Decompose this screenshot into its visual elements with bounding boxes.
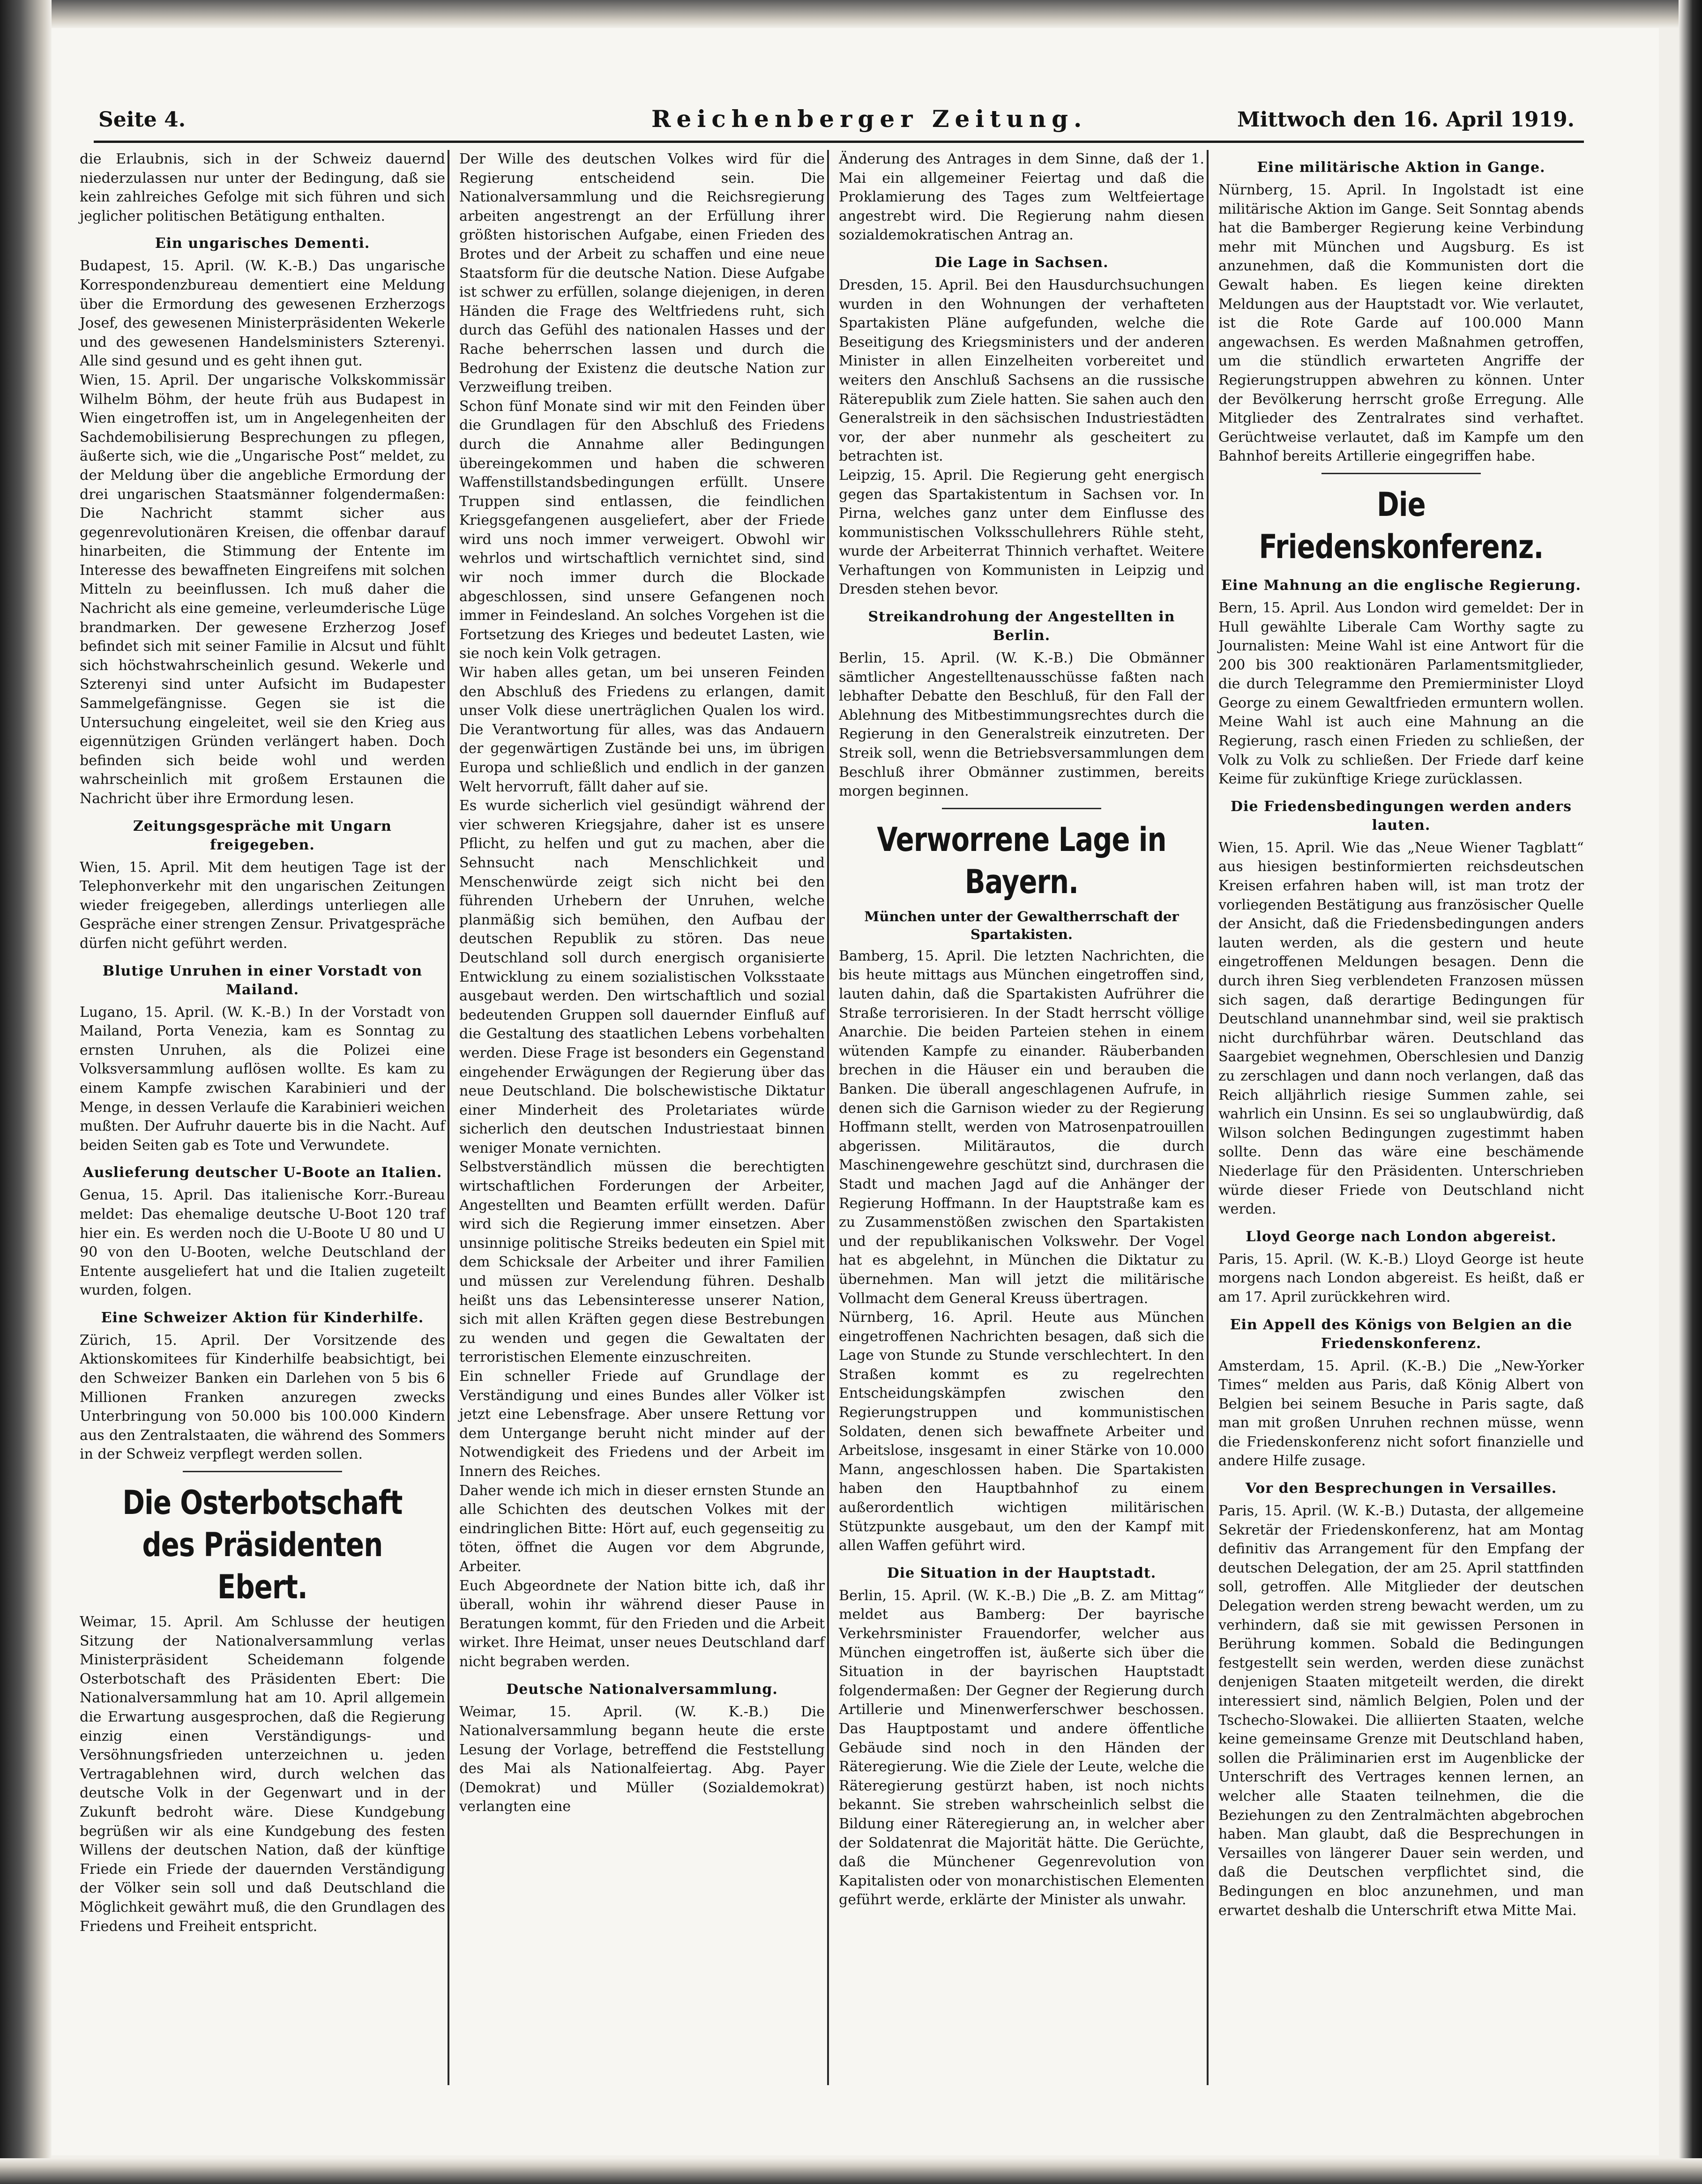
- article: [75, 234, 450, 371]
- article-heading: Deutsche Nationalversammlung.: [506, 1681, 778, 1698]
- article: [1214, 158, 1589, 466]
- column-1: [75, 150, 450, 2090]
- article-text: die Erlaubnis, sich in der Schweiz dauernd niederzulassen nur unter der Bedingung, daß sie kein zahlreiches Gefolge mit sich führen und sich jeglicher politischen Betätigung enthalten.: [80, 151, 445, 224]
- scan-left-shadow: [0, 0, 52, 2184]
- article: [455, 1482, 829, 1577]
- header-rule: [94, 141, 1584, 143]
- article: [1214, 1316, 1589, 1471]
- headline: Die Friedenskonferenz.: [1259, 485, 1544, 566]
- article: [455, 397, 829, 663]
- column-3: [834, 150, 1209, 2090]
- article: [834, 808, 1209, 1308]
- article-text: Leipzig, 15. April. Die Regierung geht energisch gegen das Spartakistentum in Sachsen vor. In Pirna, welches ganz unter dem Einflusse des kommunistischen Volksschullehrers Rühle steht, wurde der Arbeiterrat Thinnich verhaftet. Weitere Verhaftungen von Kommunisten in Leipzig und Dresden stehen bevor.: [839, 467, 1204, 598]
- article-heading: Eine Mahnung an die englische Regierung.: [1221, 577, 1581, 594]
- article-text: Paris, 15. April. (W. K.-B.) Dutasta, der allgemeine Sekretär der Friedenskonferenz, hat am Montag definitiv das Arrangement für den Empfang der deutschen Delegation, der am 25. April stattfinden soll, getroffen. Alle Mitglieder der deutschen Delegation werden streng bewacht werden, um zu verhindern, daß sie mit gewissen Personen in Berührung kommen. Sobald die Bedingungen festgestellt sein werden, werden diese zunächst denjenigen Staaten mitgeteilt werden, die direkt interessiert sind, nämlich Belgien, Polen und der Tschecho-Slowakei. Die alliierten Staaten, welche keine gemeinsame Grenze mit Deutschland haben, sollen die Präliminarien erst im Augenblicke der Unterschrift des Vertrages kennen lernen, an welcher alle Staaten teilnehmen, die die Beziehungen zu den Zentralmächten abgebrochen haben. Man glaubt, daß die Besprechungen in Versailles von längerer Dauer sein werden, und daß die Deutschen verpflichtet sind, die Bedingungen en bloc anzunehmen, und man erwartet deshalb die Unterschrift etwa Mitte Mai.: [1218, 1503, 1584, 1919]
- scan-top-edge: [0, 0, 1702, 28]
- headline: Die Osterbotschaft des Präsidenten Ebert.: [122, 1483, 403, 1607]
- column-4: [1214, 150, 1589, 2090]
- article: [834, 466, 1209, 599]
- article-text: Lugano, 15. April. (W. K.-B.) In der Vorstadt von Mailand, Porta Venezia, kam es Sonntag zu ernsten Unruhen, als die Polizei eine Volksversammlung auflösen wollte. Es kam zu einem Kampfe zwischen Karabinieri und der Menge, in dessen Verlaufe die Karabinieri weichen mußten. Der Aufruhr dauerte bis in die Nacht. Auf beiden Seiten gab es Tote und Verwundete.: [80, 1004, 445, 1154]
- article-heading: Blutige Unruhen in einer Vorstadt von Mailand.: [102, 962, 423, 998]
- article-text: Bern, 15. April. Aus London wird gemeldet: Der in Hull gewählte Liberale Cam Worthy sagte zu Journalisten: Meine Wahl ist eine Antwort für die 200 bis 300 reaktionären Parlamentsmitglieder, die durch Telegramme den Premierminister Lloyd George zu einem Gewaltfrieden ermuntern wollen. Meine Wahl ist auch eine Mahnung an die Regierung, rasch einen Frieden zu schließen, der Volk zu Volk zu schließen. Der Friede darf keine Keime für zukünftige Kriege zurücklassen.: [1218, 599, 1584, 788]
- article-text: Paris, 15. April. (W. K.-B.) Lloyd George ist heute morgens nach London abgereist. Es heißt, daß er am 17. April zurückkehren wird.: [1218, 1251, 1584, 1305]
- article-text: Zürich, 15. April. Der Vorsitzende des Aktionskomitees für Kinderhilfe beabsichtigt, bei den Schweizer Banken ein Darlehen von 5 bis 6 Millionen Franken anzuregen zwecks Unterbringung von 50.000 bis 100.000 Kindern aus den Zentralstaaten, die während des Sommers in der Schweiz verpflegt werden sollen.: [80, 1332, 445, 1463]
- article-divider: [183, 1471, 342, 1472]
- headline: Verworrene Lage in Bayern.: [877, 820, 1166, 901]
- article-heading: Die Lage in Sachsen.: [934, 254, 1109, 271]
- article: [75, 817, 450, 954]
- article-heading: Lloyd George nach London abgereist.: [1246, 1228, 1557, 1245]
- article-heading: Auslieferung deutscher U-Boote an Italien.: [82, 1164, 442, 1181]
- article-divider: [1321, 473, 1481, 474]
- article-text: Der Wille des deutschen Volkes wird für die Regierung entscheidend sein. Die Nationalversammlung und die Reichsregierung arbeiten angestrengt an der Erfüllung ihrer größten historischen Aufgabe, einen Frieden des Brotes und der Arbeit zu schaffen und eine neue Staatsform für die deutsche Nation. Diese Aufgabe ist schwer zu erfüllen, solange diejenigen, in deren Händen die Frage des Weltfriedens ruht, sich durch das Gefühl des nationalen Hasses und der Rache beherrschen lassen und durch die Bedrohung der Existenz die deutsche Nation zur Verzweiflung treiben.: [459, 151, 825, 396]
- scan-right-edge: [1679, 0, 1702, 2184]
- article: [75, 150, 450, 226]
- article-text: Daher wende ich mich in dieser ernsten Stunde an alle Schichten des deutschen Volkes mit der eindringlichen Bitte: Hört auf, euch gegenseitig zu töten, öffnet die Augen vor dem Abgrunde, Arbeiter.: [459, 1482, 825, 1575]
- article-text: Wien, 15. April. Der ungarische Volkskommissär Wilhelm Böhm, der heute früh aus Budapest in Wien eingetroffen ist, um in Angelegenheiten der Sachdemobilisierung Besprechungen zu pflegen, äußerte sich, wie die „Ungarische Post“ meldet, zu der Meldung über die angebliche Ermordung der drei ungarischen Staatsmänner folgendermaßen: Die Nachricht stammt sicher aus gegenrevolutionären Kreisen, die offenbar darauf hinarbeiten, die Stimmung der Entente im Interesse des bewaffneten Eingreifens mit solchen Mitteln zu beeinflussen. Ich muß daher die Nachricht als eine gemeine, verleumderische Lüge brandmarken. Der gewesene Erzherzog Josef befindet sich mit seiner Familie in Alcsut und fühlt sich höchstwahrscheinlich gesund. Wekerle und Szterenyi sind unter Aufsicht im Budapester Sammelgefängnisse. Gegen sie ist die Untersuchung eingeleitet, weil sie den Krieg aus eigennützigen Gründen verlängert haben. Doch befinden sich beide wohl und werden wahrscheinlich mit großem Erstaunen die Nachricht über ihre Ermordung lesen.: [80, 372, 445, 807]
- article-text: Amsterdam, 15. April. (K.-B.) Die „New-Yorker Times“ melden aus Paris, daß König Albert von Belgien bei seinem Besuche in Paris sagte, daß man mit großen Unruhen rechnen müsse, wenn die Friedenskonferenz nicht sofort finanzielle und andere Hilfe zusage.: [1218, 1357, 1584, 1469]
- article: [1214, 473, 1589, 789]
- article-text: Änderung des Antrages in dem Sinne, daß der 1. Mai ein allgemeiner Feiertag und daß die Proklamierung des Tages zum Weltfeiertage angestrebt wird. Die Regierung nahm diesen sozialdemokratischen Antrag an.: [839, 151, 1204, 244]
- article-text: Schon fünf Monate sind wir mit den Feinden über die Grundlagen für den Abschluß des Friedens durch die Annahme aller Bedingungen übereingekommen und haben die schweren Waffenstillstandsbedingungen erfüllt. Unsere Truppen sind entlassen, die feindlichen Kriegsgefangenen ausgeliefert, aber der Friede wird uns noch immer verweigert. Obwohl wir wehrlos und wirtschaftlich vernichtet sind, sind wir noch immer durch die Blockade abgeschlossen, sind unsere Gefangenen noch immer in Feindesland. An solches Vorgehen ist die Fortsetzung des Krieges und bedeutet Lasten, wie sie noch kein Volk getragen.: [459, 398, 825, 662]
- article-heading: Ein Appell des Königs von Belgien an die Friedenskonferenz.: [1230, 1316, 1573, 1352]
- article-heading: Ein ungarisches Dementi.: [155, 235, 370, 252]
- article-text: Selbstverständlich müssen die berechtigten wirtschaftlichen Forderungen der Arbeiter, Angestellten und Beamten erfüllt werden. Dafür wird sich die Regierung immer einsetzen. Aber unsinnige politische Streiks bedeuten ein Spiel mit dem Schicksale der Arbeiter und ihrer Familien und müssen zur Verelendung führen. Deshalb heißt uns das Lebensinteresse unserer Nation, sich mit allen Kräften gegen diese Bestrebungen zu wenden und gegen die Gewaltaten der terroristischen Elemente einzuschreiten.: [459, 1159, 825, 1366]
- article-text: Bamberg, 15. April. Die letzten Nachrichten, die bis heute mittags aus München eingetroffen sind, lauten dahin, daß die Spartakisten Aufrührer die Straße terrorisieren. In der Stadt herrscht völlige Anarchie. Die beiden Parteien stehen in einem wütenden Kampfe zu einander. Räuberbanden brechen in die Häuser ein und berauben die Banken. Die überall angeschlagenen Aufrufe, in denen sich die Garnison wieder zu der Regierung Hoffmann stellt, werden von Matrosenpatrouillen abgerissen. Militärautos, die durch Maschinengewehre geschützt sind, durchrasen die Stadt und machen Jagd auf die Anhänger der Regierung Hoffmann. In der Hauptstraße kam es zu Zusammenstößen zwischen den Spartakisten und der republikanischen Volkswehr. Der Vogel hat es abgelehnt, in München die Diktatur zu übernehmen. Man will jetzt die militärische Vollmacht dem General Kreuss übertragen.: [839, 947, 1204, 1307]
- article-heading: Eine Schweizer Aktion für Kinderhilfe.: [101, 1309, 424, 1326]
- article: [75, 1309, 450, 1464]
- page-header: [98, 105, 1575, 141]
- article-text: Genua, 15. April. Das italienische Korr.-Bureau meldet: Das ehemalige deutsche U-Boot 120 traf hier ein. Es werden noch die U-Boote U 80 und U 90 von den U-Booten, welche Deutschland der Entente ausgeliefert hat und die Italien zugeteilt wurden, folgen.: [80, 1187, 445, 1299]
- article-text: Wien, 15. April. Wie das „Neue Wiener Tagblatt“ aus hiesigen bestinformierten reichsdeutschen Kreisen erfahren haben will, ist man trotz der vorliegenden Bestätigung aus französischer Quelle der Ansicht, daß die Friedensbedingungen anders lauten werden, als die gestern und heute eingetroffenen Meldungen besagen. Denn die durch ihren Sieg verblendeten Franzosen müssen sich sagen, daß derartige Bedingungen für Deutschland unannehmbar sind, weil sie praktisch nicht durchführbar wären. Deutschland das Saargebiet wegnehmen, Oberschlesien und Danzig zu zerschlagen und dann noch verlangen, daß das Reich alljährlich riesige Summen zahle, sei wahrlich ein Unsinn. Es sei so unglaubwürdig, daß Wilson solchen Bedingungen zugestimmt haben sollte. Denn das wäre eine beschämende Niederlage für den Präsidenten. Unterschrieben würde dieser Friede von Deutschland nicht werden.: [1218, 839, 1584, 1218]
- article: [1214, 1228, 1589, 1307]
- article: [75, 962, 450, 1155]
- article-text: Wir haben alles getan, um bei unseren Feinden den Abschluß des Friedens zu erlangen, damit unser Volk diese unerträglichen Qualen los wird. Die Verantwortung für alles, was das Andauern der gegenwärtigen Zustände bei uns, im übrigen Europa und schließlich und endlich in der ganzen Welt hervorruft, fällt daher auf sie.: [459, 664, 825, 795]
- article-text: Berlin, 15. April. (W. K.-B.) Die „B. Z. am Mittag“ meldet aus Bamberg: Der bayrische Verkehrsminister Frauendorfer, welcher aus München eingetroffen ist, äußerte sich über die Situation in der bayrischen Hauptstadt folgendermaßen: Der Gegner der Regierung durch Artillerie und Minenwerferschwer beschossen. Das Hauptpostamt und andere öffentliche Gebäude sind noch in den Händen der Räteregierung. Wie die Ziele der Leute, welche die Räteregierung gestürzt haben, ist noch nichts bekannt. Sie streben wahrscheinlich selbst die Bildung einer Räteregierung an, in welcher aber der Soldatenrat die Majorität hätte. Die Gerüchte, daß die Münchener Gegenrevolution von Kapitalisten oder von monarchistischen Elementen geführt werde, erklärte der Minister als unwahr.: [839, 1587, 1204, 1908]
- column-2: [455, 150, 829, 2090]
- subheadline: München unter der Gewaltherrschaft der Spartakisten.: [864, 908, 1179, 942]
- article-text: Es wurde sicherlich viel gesündigt während der vier schweren Kriegsjahre, daher ist es unsere Pflicht, zu helfen und gut zu machen, aber die Sehnsucht nach Menschlichkeit und Menschenwürde zeigt sich nicht bei den führenden Urhebern der Unruhen, welche planmäßig sich bemühen, den Aufbau der deutschen Republik zu stören. Das neue Deutschland soll durch energisch organisierte Entwicklung zu einem sozialistischen Volksstaate ausgebaut werden. Den wirtschaftlich und sozial bedeutenden Gruppen soll dauernder Einfluß auf die Gestaltung des staatlichen Lebens vorbehalten werden. Diese Frage ist besonders ein Gegenstand eingehender Erwägungen der Regierung über das neue Deutschland. Die bolschewistische Diktatur einer Minderheit des Proletariates würde sicherlich den deutschen Industriestaat binnen weniger Monate vernichten.: [459, 798, 825, 1156]
- article: [455, 1158, 829, 1367]
- article: [834, 150, 1209, 245]
- article: [455, 1577, 829, 1672]
- article: [455, 150, 829, 397]
- article: [834, 608, 1209, 801]
- article-heading: Die Friedensbedingungen werden anders lauten.: [1231, 798, 1572, 834]
- article-text: Euch Abgeordnete der Nation bitte ich, daß ihr überall, wohin ihr während dieser Pause in Beratungen kommt, für den Frieden und die Arbeit wirket. Ihre Heimat, unser neues Deutschland darf nicht begraben werden.: [459, 1577, 825, 1670]
- article-heading: Die Situation in der Hauptstadt.: [887, 1565, 1157, 1581]
- issue-date: Mittwoch den 16. April 1919.: [1237, 108, 1575, 132]
- article-heading: Zeitungsgespräche mit Ungarn freigegeben.: [133, 818, 392, 853]
- article-text: Wien, 15. April. Mit dem heutigen Tage ist der Telephonverkehr mit den ungarischen Zeitungen wieder freigegeben, allerdings unterliegen alle Gespräche einer strengen Zensur. Privatgespräche dürfen nicht geführt werden.: [80, 859, 445, 952]
- article: [455, 797, 829, 1158]
- article: [75, 1163, 450, 1300]
- article-text: Dresden, 15. April. Bei den Hausdurchsuchungen wurden in den Wohnungen der verhafteten Spartakisten Pläne aufgefunden, welche die Beseitigung des Kriegsministers und der anderen Minister in allen Einzelheiten vorbereitet und weiters den Anschluß Sachsens an die russische Räterepublik zum Ziele hatten. Sie sahen auch den Generalstreik in den sächsischen Industriestädten vor, der aber nunmehr als gescheitert zu betrachten ist.: [839, 276, 1204, 465]
- article-text: Ein schneller Friede auf Grundlage der Verständigung und eines Bundes aller Völker ist jetzt eine Lebensfrage. Aber unsere Rettung vor dem Untergange beruht nicht minder auf der Notwendigkeit des Friedens und der Arbeit im Innern des Reiches.: [459, 1368, 825, 1480]
- article-text: Nürnberg, 16. April. Heute aus München eingetroffenen Nachrichten besagen, daß sich die Lage von Stunde zu Stunde verschlechtert. In den Straßen kommt es zu regelrechten Entscheidungskämpfen zwischen den Regierungstruppen und kommunistischen Soldaten, denen sich bewaffnete Arbeiter und Arbeitslose, insgesamt in einer Stärke von 10.000 Mann, angeschlossen haben. Die Spartakisten haben den Hauptbahnhof zu einem außerordentlich wichtigen militärischen Stützpunkte ausgebaut, um den der Kampf mit allen Waffen geführt wird.: [839, 1309, 1204, 1554]
- article: [455, 663, 829, 797]
- newspaper-title: Reichenberger Zeitung.: [651, 105, 1088, 133]
- article-text: Weimar, 15. April. (W. K.-B.) Die Nationalversammlung begann heute die erste Lesung der Vorlage, betreffend die Feststellung des Mai als Nationalfeiertag. Abg. Payer (Demokrat) und Müller (Sozialdemokrat) verlangten eine: [459, 1703, 825, 1815]
- article: [834, 1564, 1209, 1910]
- article-text: Budapest, 15. April. (W. K.-B.) Das ungarische Korrespondenzbureau dementiert eine Meldung über die Ermordung des gewesenen Erzherzogs Josef, des gewesenen Ministerpräsidenten Wekerle und des gewesenen Handelsministers Szterenyi. Alle sind gesund und es geht ihnen gut.: [80, 258, 445, 370]
- article: [75, 1471, 450, 1936]
- scan-bottom-edge: [0, 2158, 1702, 2184]
- article: [1214, 1479, 1589, 1920]
- article-text: Berlin, 15. April. (W. K.-B.) Die Obmänner sämtlicher Angestelltenausschüsse faßten nach lebhafter Debatte den Beschluß, für den Fall der Ablehnung des Mitbestimmungsrechtes durch die Regierung in den Generalstreik einzutreten. Der Streik soll, wenn die Betriebsversammlungen dem Beschluß ihrer Obmänner zustimmen, bereits morgen beginnen.: [839, 650, 1204, 800]
- article: [75, 371, 450, 809]
- article-text: Nürnberg, 15. April. In Ingolstadt ist eine militärische Aktion im Gange. Seit Sonntag abends hat die Bamberger Regierung keine Verbindung mehr mit München und Augsburg. Es ist anzunehmen, daß die Kommunisten dort die Gewalt haben. Es liegen keine direkten Meldungen aus der Hauptstadt vor. Wie verlautet, ist die Rote Garde auf 100.000 Mann angewachsen. Es werden Maßnahmen getroffen, um die stündlich erwarteten Angriffe der Regierungstruppen abwehren zu können. Unter der Bevölkerung herrscht große Erregung. Alle Mitglieder des Zentralrates sind verhaftet. Gerüchtweise verlautet, daß im Kampfe um den Bahnhof bereits Artillerie eingegriffen habe.: [1218, 182, 1584, 465]
- article-heading: Streikandrohung der Angestellten in Berlin.: [868, 609, 1175, 644]
- article-heading: Vor den Besprechungen in Versailles.: [1245, 1480, 1557, 1497]
- article-heading: Eine militärische Aktion in Gange.: [1257, 159, 1545, 176]
- article-divider: [942, 808, 1101, 809]
- article: [455, 1367, 829, 1482]
- article: [455, 1680, 829, 1817]
- article-text: Weimar, 15. April. Am Schlusse der heutigen Sitzung der Nationalversammlung verlas Ministerpräsident Scheidemann folgende Osterbotschaft des Präsidenten Ebert: Die Nationalversammlung hat am 10. April allgemein die Erwartung ausgesprochen, daß die Regierung einzig einen Verständigungs- und Versöhnungsfrieden unterzeichnen u. jeden Vertragablehnen wird, durch welchen das deutsche Volk in der Gegenwart und in der Zukunft bedroht wäre. Diese Kundgebung begrüßen wir als eine Kundgebung des festen Willens der deutschen Nation, daß der künftige Friede ein Friede der dauernden Verständigung der Völker sein soll und daß Deutschland die Möglichkeit gewährt muß, die den Grundlagen des Friedens und Freiheit entspricht.: [80, 1614, 445, 1935]
- article: [1214, 798, 1589, 1219]
- article: [834, 253, 1209, 466]
- article: [834, 1308, 1209, 1556]
- page-number: Seite 4.: [98, 108, 186, 132]
